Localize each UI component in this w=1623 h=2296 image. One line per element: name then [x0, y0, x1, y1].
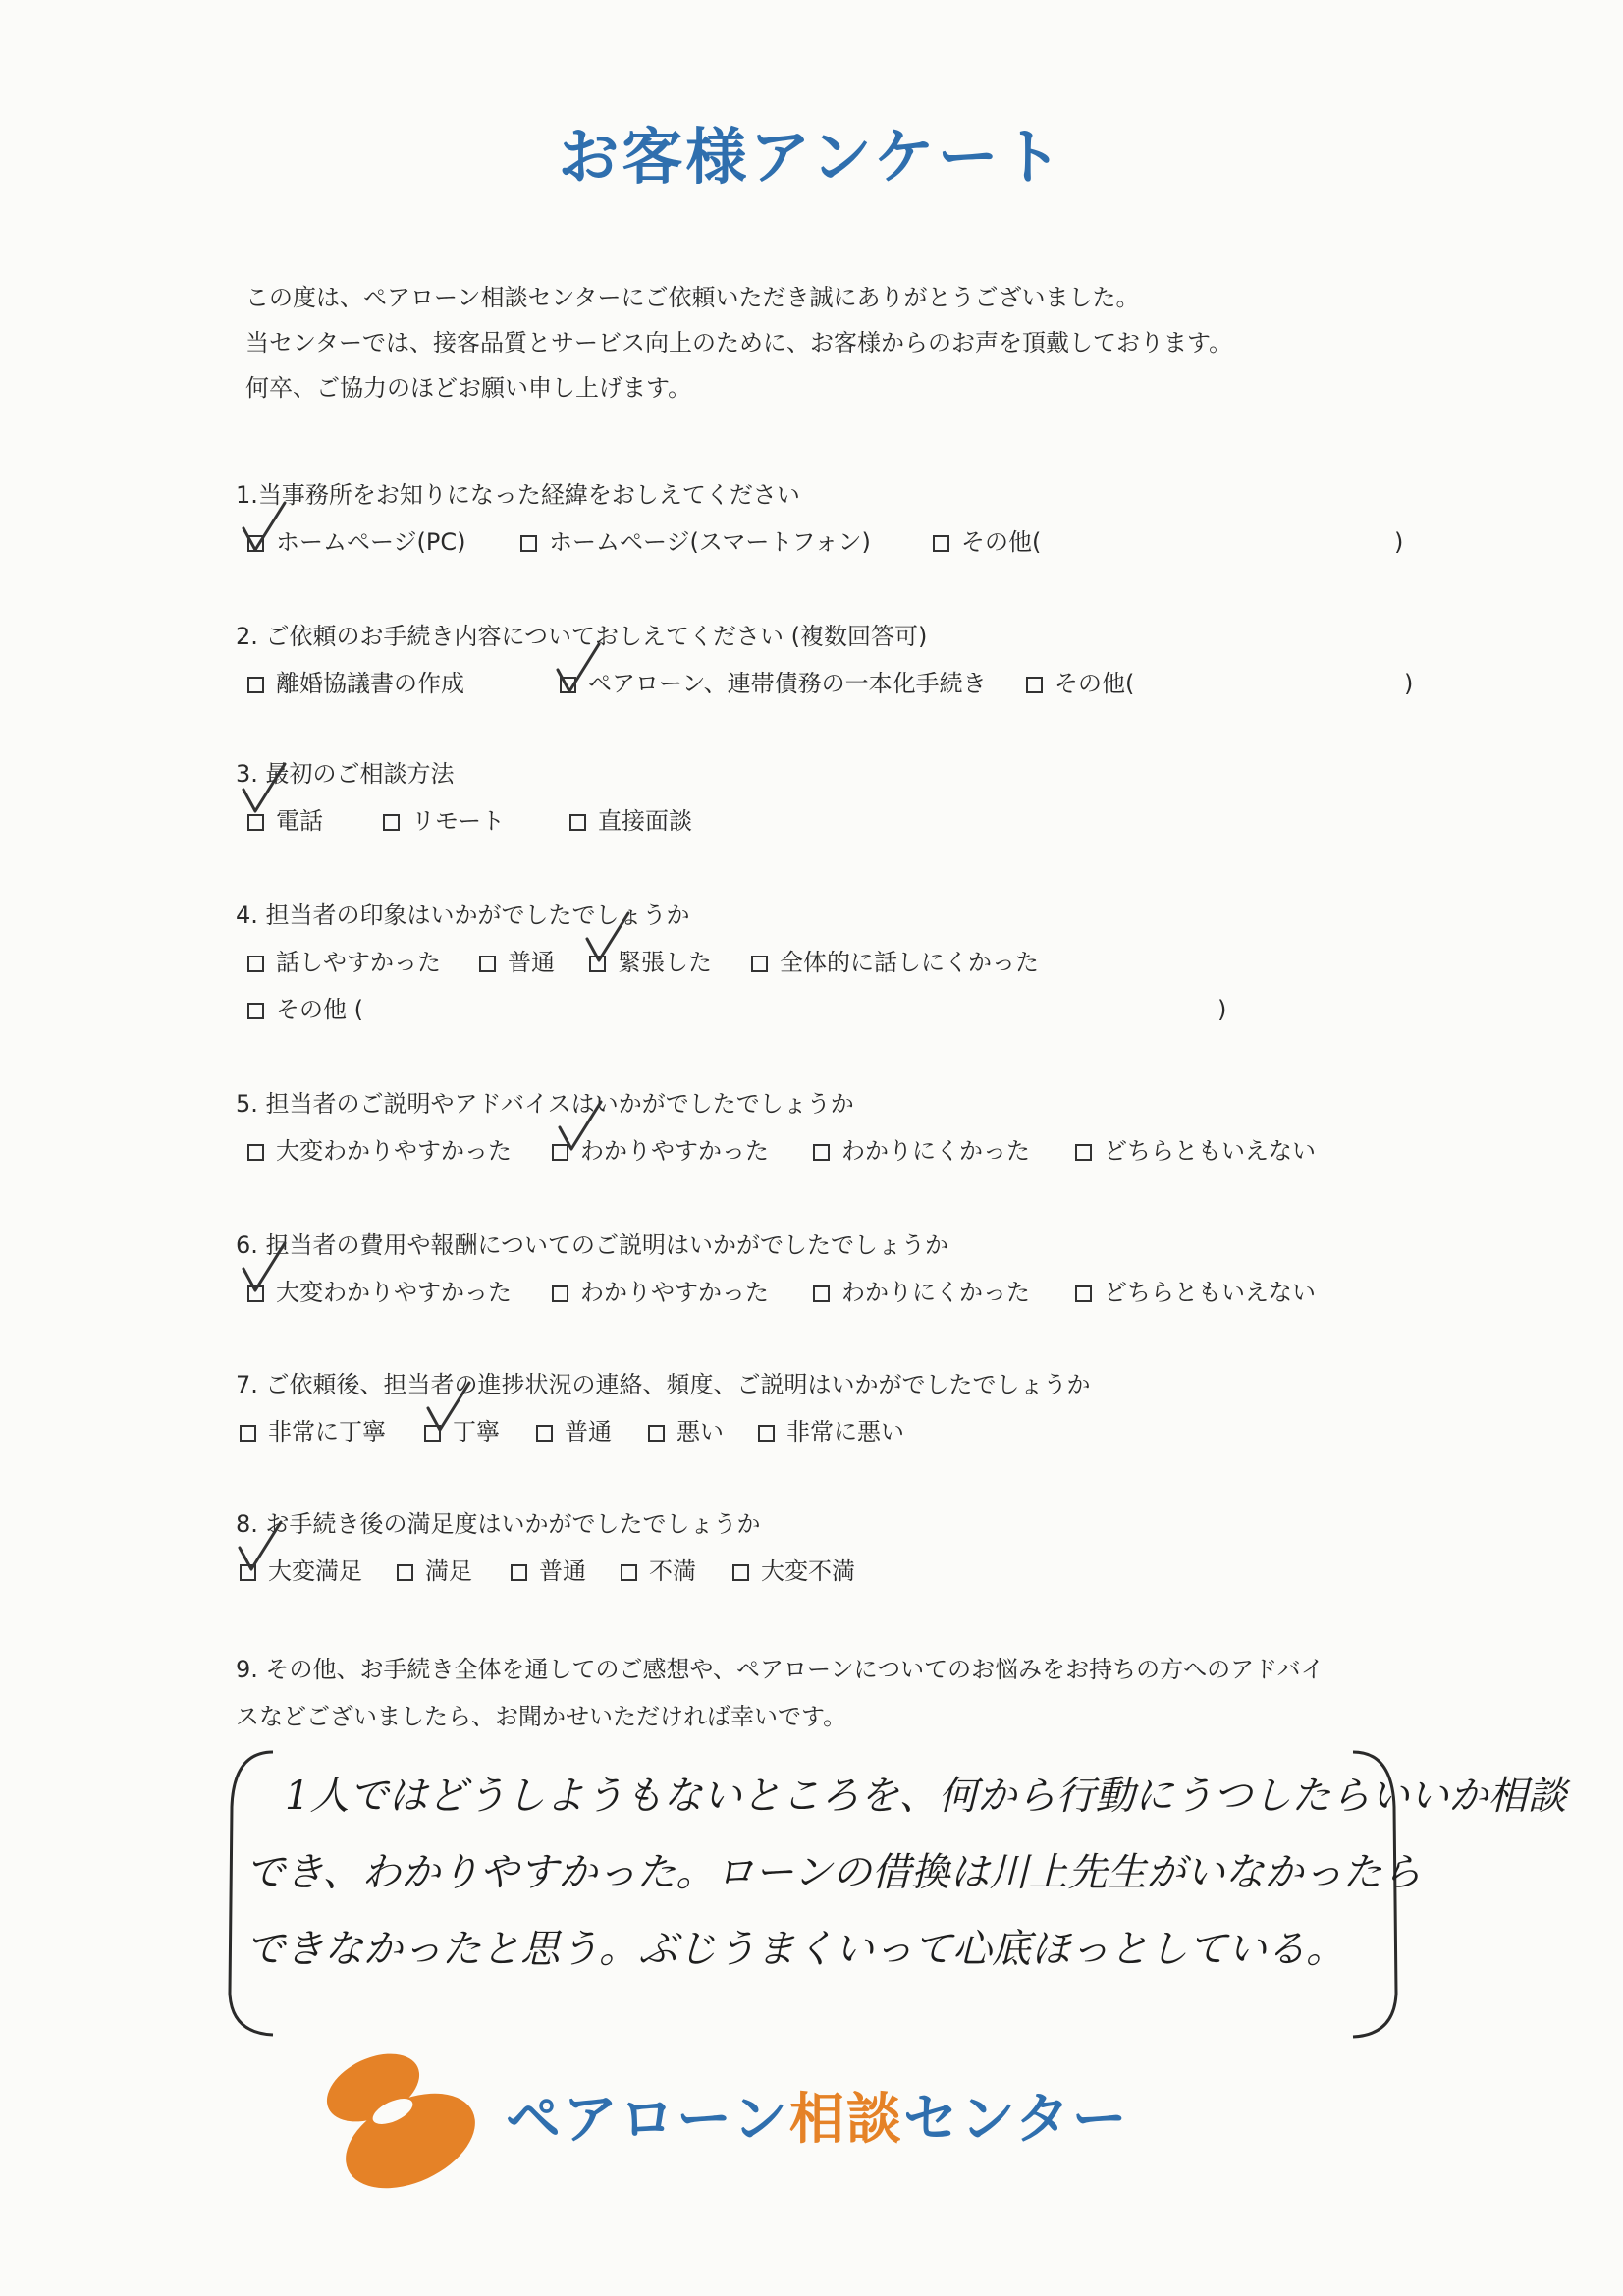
option-remote[interactable]: リモート [383, 797, 505, 845]
option-other[interactable]: その他( [1026, 660, 1134, 707]
handwritten-answer [245, 1758, 1567, 1988]
checkbox[interactable] [479, 956, 496, 972]
intro-line: 何卒、ご協力のほどお願い申し上げます。 [245, 374, 692, 402]
checkbox[interactable] [648, 1425, 665, 1442]
paren-close: ) [1394, 528, 1404, 556]
checkbox[interactable] [247, 814, 264, 831]
question-label: スなどございましたら、お聞かせいただければ幸いです。 [236, 1703, 847, 1730]
checkbox[interactable] [520, 535, 537, 552]
checkbox[interactable] [589, 956, 606, 972]
option-easy[interactable]: わかりやすかった [552, 1269, 769, 1316]
question-8 [236, 1501, 855, 1595]
checkbox[interactable] [1026, 677, 1043, 693]
option-very-satisfied[interactable]: 大変満足 [240, 1548, 362, 1595]
checkbox[interactable] [247, 677, 264, 693]
checkbox[interactable] [732, 1564, 749, 1581]
checkbox[interactable] [813, 1144, 830, 1161]
option-satisfied[interactable]: 満足 [397, 1548, 472, 1595]
checkbox[interactable] [751, 956, 768, 972]
option-nervous[interactable]: 緊張した [589, 939, 712, 986]
checkbox[interactable] [247, 535, 264, 552]
intro-text [245, 275, 1232, 410]
checkbox[interactable] [560, 677, 576, 693]
checkbox[interactable] [247, 1003, 264, 1019]
option-homepage-pc[interactable]: ホームページ(PC) [247, 519, 465, 566]
option-easy-to-talk[interactable]: 話しやすかった [247, 939, 441, 986]
logo-mark-icon [295, 2043, 491, 2190]
question-label: 4. 担当者の印象はいかがでしたでしょうか [236, 902, 690, 929]
question-label: 5. 担当者のご説明やアドバイスはいかがでしたでしょうか [236, 1090, 854, 1118]
checkbox[interactable] [397, 1564, 413, 1581]
option-other[interactable]: その他( [933, 519, 1041, 566]
option-neither[interactable]: どちらともいえない [1075, 1269, 1316, 1316]
option-normal[interactable]: 普通 [511, 1548, 586, 1595]
checkbox[interactable] [933, 535, 949, 552]
answer-line: できなかったと思う。ぶじうまくいって心底ほっとしている。 [245, 1927, 1345, 1972]
option-other[interactable]: その他 ( [247, 986, 363, 1033]
question-7 [236, 1361, 1091, 1455]
option-hard[interactable]: わかりにくかった [813, 1127, 1030, 1175]
question-label: 8. お手続き後の満足度はいかがでしたでしょうか [236, 1510, 761, 1538]
checkbox[interactable] [511, 1564, 527, 1581]
checkbox[interactable] [247, 1285, 264, 1302]
checkbox[interactable] [552, 1144, 568, 1161]
option-hard-to-talk[interactable]: 全体的に話しにくかった [751, 939, 1039, 986]
question-label: 2. ご依頼のお手続き内容についておしえてください (複数回答可) [236, 623, 928, 650]
page-title: お客様アンケート [558, 121, 1065, 192]
paren-close: ) [1217, 996, 1227, 1023]
question-label: 6. 担当者の費用や報酬についてのご説明はいかがでしたでしょうか [236, 1231, 949, 1259]
option-divorce-agreement[interactable]: 離婚協議書の作成 [247, 660, 464, 707]
question-4 [236, 892, 1227, 1033]
paren-close: ) [1404, 670, 1414, 697]
option-hard[interactable]: わかりにくかった [813, 1269, 1030, 1316]
option-bad[interactable]: 悪い [648, 1408, 724, 1455]
checkbox[interactable] [536, 1425, 553, 1442]
question-2 [236, 613, 1414, 707]
option-normal[interactable]: 普通 [479, 939, 555, 986]
intro-line: 当センターでは、接客品質とサービス向上のために、お客様からのお声を頂戴しております。 [245, 329, 1233, 356]
checkbox[interactable] [247, 956, 264, 972]
option-phone[interactable]: 電話 [247, 797, 323, 845]
option-homepage-smartphone[interactable]: ホームページ(スマートフォン) [520, 519, 871, 566]
option-pair-loan-consolidation[interactable]: ペアローン、連帯債務の一本化手続き [560, 660, 987, 707]
option-very-bad[interactable]: 非常に悪い [758, 1408, 904, 1455]
checkbox[interactable] [552, 1285, 568, 1302]
question-9 [236, 1646, 1325, 1740]
question-6 [236, 1222, 1316, 1316]
option-neither[interactable]: どちらともいえない [1075, 1127, 1316, 1175]
checkbox[interactable] [240, 1425, 256, 1442]
checkbox[interactable] [569, 814, 586, 831]
checkbox[interactable] [424, 1425, 441, 1442]
question-label: 9. その他、お手続き全体を通してのご感想や、ペアローンについてのお悩みをお持ちの方へのアドバイ [236, 1656, 1325, 1683]
question-1 [236, 471, 1404, 566]
option-in-person[interactable]: 直接面談 [569, 797, 692, 845]
checkbox[interactable] [621, 1564, 637, 1581]
checkbox[interactable] [1075, 1144, 1092, 1161]
intro-line: この度は、ペアローン相談センターにご依頼いただき誠にありがとうございました。 [245, 284, 1140, 311]
question-3 [236, 750, 692, 845]
question-label: 3. 最初のご相談方法 [236, 760, 455, 788]
option-polite[interactable]: 丁寧 [424, 1408, 500, 1455]
checkbox[interactable] [383, 814, 400, 831]
option-very-easy[interactable]: 大変わかりやすかった [247, 1127, 512, 1175]
checkbox[interactable] [758, 1425, 775, 1442]
checkbox[interactable] [247, 1144, 264, 1161]
option-dissatisfied[interactable]: 不満 [621, 1548, 696, 1595]
option-very-dissatisfied[interactable]: 大変不満 [732, 1548, 855, 1595]
option-very-easy[interactable]: 大変わかりやすかった [247, 1269, 512, 1316]
question-label: 1.当事務所をお知りになった経緯をおしえてください [236, 481, 800, 509]
question-label: 7. ご依頼後、担当者の進捗状況の連絡、頻度、ご説明はいかがでしたでしょうか [236, 1371, 1091, 1398]
option-easy[interactable]: わかりやすかった [552, 1127, 769, 1175]
option-normal[interactable]: 普通 [536, 1408, 612, 1455]
option-very-polite[interactable]: 非常に丁寧 [240, 1408, 386, 1455]
checkbox[interactable] [240, 1564, 256, 1581]
checkbox[interactable] [813, 1285, 830, 1302]
answer-line: でき、わかりやすかった。ローンの借換は川上先生がいなかったら [245, 1850, 1422, 1895]
question-5 [236, 1080, 1316, 1175]
checkbox[interactable] [1075, 1285, 1092, 1302]
logo-text: ペアローン相談センター [506, 2088, 1129, 2152]
answer-line: 1人ではどうしようもないところを、何から行動にうつしたらいいか相談 [285, 1774, 1567, 1819]
